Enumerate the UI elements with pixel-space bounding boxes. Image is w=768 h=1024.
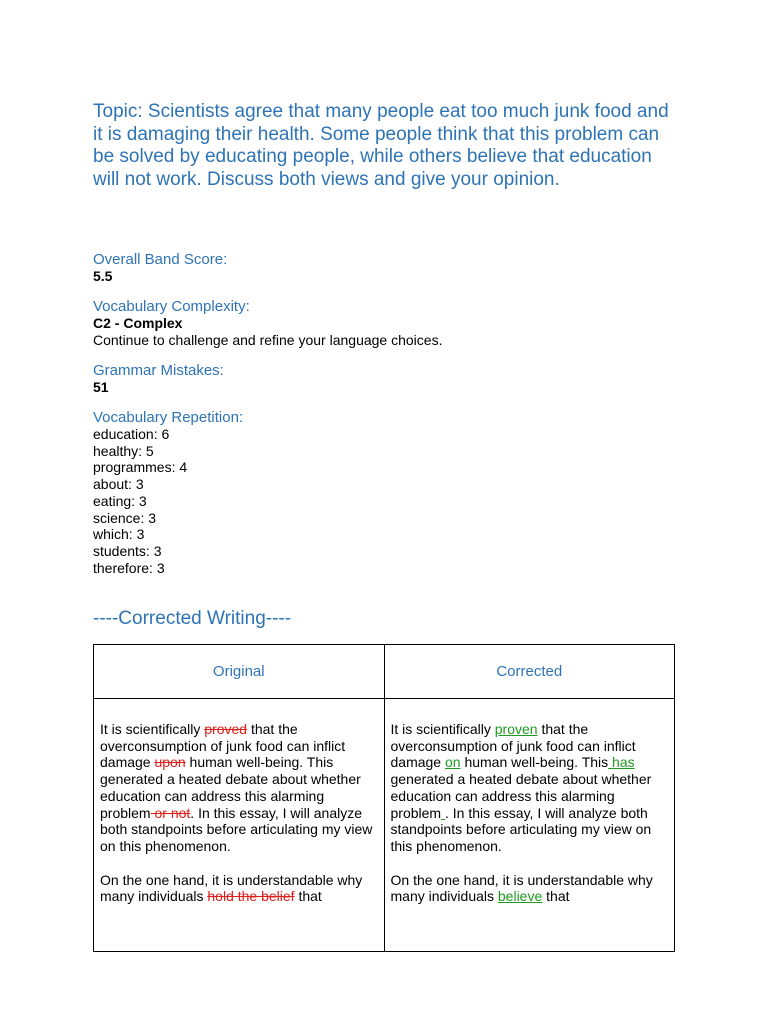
- corrected-text-cell: [384, 699, 675, 952]
- corrected-paragraph-1: [391, 721, 669, 855]
- vocabulary-repetition-label: Vocabulary Repetition:: [93, 409, 244, 426]
- grammar-mistakes-label: Grammar Mistakes:: [93, 362, 224, 379]
- table-header-row: [94, 645, 675, 699]
- inserted-text: believe: [497, 888, 543, 905]
- text-run: generated a heated debate about whether education can address this alarming problem: [100, 771, 361, 821]
- vocabulary-repetition-section: [93, 409, 683, 576]
- deleted-text: or not: [150, 804, 191, 821]
- text-run: It is scientifically: [100, 721, 205, 737]
- repetition-item: education: 6: [93, 426, 170, 442]
- comparison-table: [93, 644, 675, 952]
- text-run: On the one hand, it is understandable why many individuals: [100, 871, 363, 905]
- grammar-mistakes-section: [93, 362, 683, 396]
- inserted-text: proven: [494, 721, 538, 737]
- text-run: human well-being. This: [185, 754, 334, 771]
- text-run: that: [542, 888, 570, 905]
- text-run: . In this essay, I will analyze both standpoints before articulating my view on this phenomenon.: [390, 804, 652, 854]
- overall-band-score-section: [93, 251, 683, 285]
- repetition-item: programmes: 4: [93, 459, 188, 476]
- original-paragraph-2: [100, 872, 378, 905]
- text-run: human well-being. This: [460, 754, 609, 771]
- corrected-paragraph-2: [391, 872, 669, 905]
- vocabulary-complexity-note: Continue to challenge and refine your language choices.: [93, 332, 443, 348]
- text-run: that the overconsumption of junk food can inflict damage: [100, 721, 346, 771]
- table-row: [94, 699, 675, 952]
- inserted-text: has: [608, 754, 635, 771]
- original-paragraph-1: [100, 721, 378, 855]
- repetition-item: students: 3: [93, 542, 162, 559]
- text-run: . In this essay, I will analyze both standpoints before articulating my view on this phenomenon.: [100, 804, 373, 854]
- deleted-text: hold the belief: [207, 888, 295, 905]
- deleted-text: upon: [154, 754, 186, 771]
- text-run: On the one hand, it is understandable why many individuals: [390, 871, 653, 905]
- text-run: It is scientifically: [390, 721, 495, 737]
- overall-band-score-label: Overall Band Score:: [93, 251, 228, 268]
- repetition-item: healthy: 5: [93, 442, 154, 459]
- corrected-column-header: Corrected: [384, 645, 675, 699]
- deleted-text: proved: [204, 721, 248, 737]
- inserted-text: on: [444, 754, 461, 771]
- repetition-item: which: 3: [93, 526, 145, 543]
- repetition-item: therefore: 3: [93, 559, 165, 576]
- corrected-writing-heading: ----Corrected Writing----: [93, 608, 292, 629]
- vocabulary-complexity-section: [93, 298, 683, 349]
- original-column-header: Original: [94, 645, 385, 699]
- repetition-item: about: 3: [93, 476, 144, 493]
- text-run: generated a heated debate about whether education can address this alarming problem: [390, 771, 652, 821]
- vocabulary-complexity-level: C2 - Complex: [93, 315, 183, 331]
- text-run: that the overconsumption of junk food can inflict damage: [390, 721, 636, 771]
- vocabulary-complexity-label: Vocabulary Complexity:: [93, 298, 250, 315]
- grammar-mistakes-value: 51: [93, 379, 109, 395]
- text-run: that: [294, 888, 322, 905]
- vocabulary-repetition-list: [93, 426, 683, 576]
- repetition-item: eating: 3: [93, 492, 147, 509]
- overall-band-score-value: 5.5: [93, 268, 113, 284]
- original-text-cell: [94, 699, 385, 952]
- topic-text: Topic: Scientists agree that many people eat too much junk food and it is damaging their health. Some people think that this problem can be solved by educating people, while others believe that education will not work. Discuss both views and give your opinion.: [93, 101, 669, 190]
- repetition-item: science: 3: [93, 509, 157, 526]
